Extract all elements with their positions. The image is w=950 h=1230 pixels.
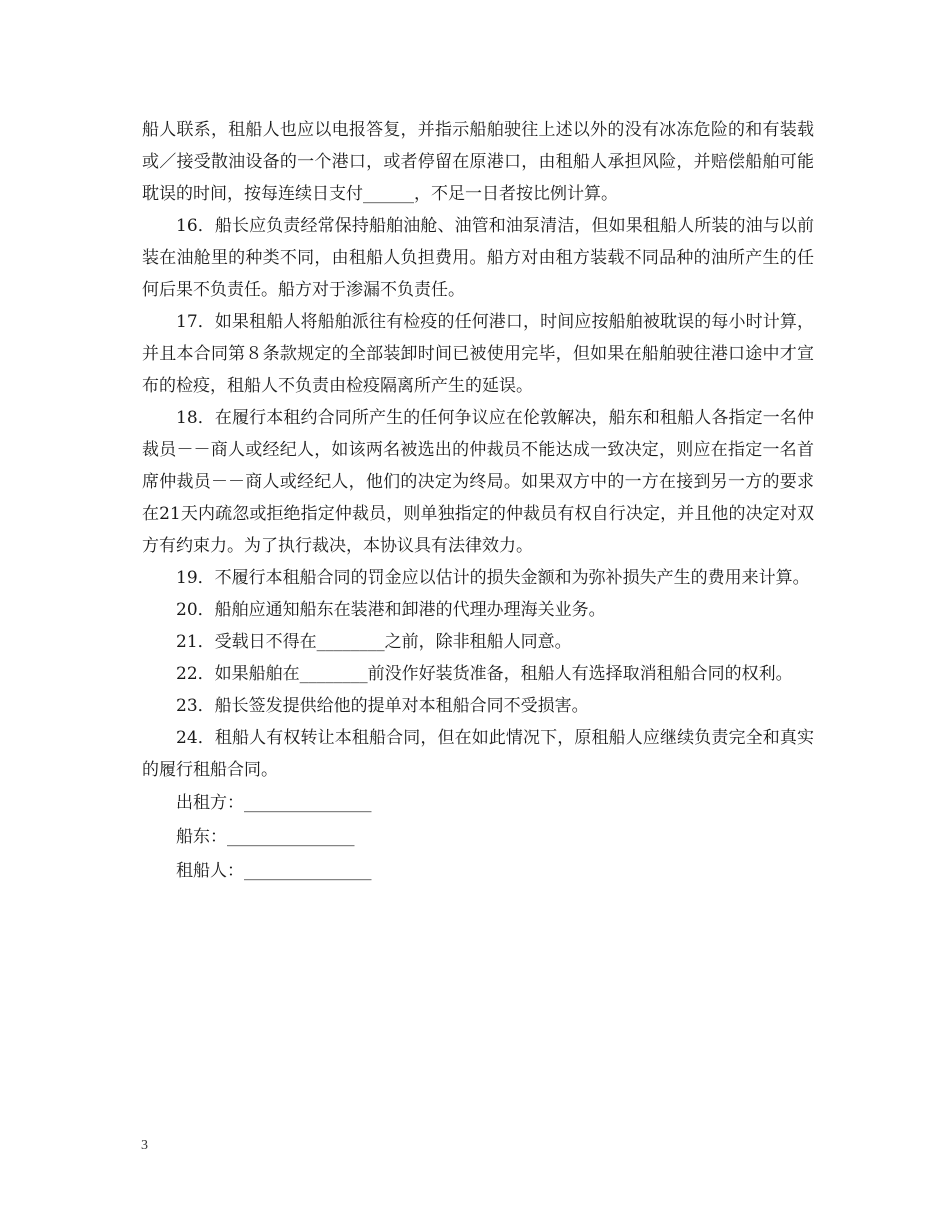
clause-18: 18．在履行本租约合同所产生的任何争议应在伦敦解决，船东和租船人各指定一名仲裁员－－商人或经纪人，如该两名被选出的仲裁员不能达成一致决定，则应在指定一名首席仲裁员－－商人或经纪人，他们的决定为终局。如果双方中的一方在接到另一方的要求在21天内疏忽或拒绝指定仲裁员，则单独指定的仲裁员有权自行决定，并且他的决定对双方有约束力。为了执行裁决，本协议具有法律效力。 [142,408,814,556]
clause-20: 20．船舶应通知船东在装港和卸港的代理办理海关业务。 [176,600,606,620]
clause-19: 19．不履行本租船合同的罚金应以估计的损失金额和为弥补损失产生的费用来计算。 [176,568,810,588]
signature-charterer: 租船人：_______________ [176,861,372,881]
clause-16: 16．船长应负责经常保持船舶油舱、油管和油泵清洁，但如果租船人所装的油与以前装在油舱里的种类不同，由租船人负担费用。船方对由租方装载不同品种的油所产生的任何后果不负责任。船方对于渗漏不负责任。 [142,216,814,300]
page-number: 3 [141,1138,148,1153]
signature-shipowner: 船东：_______________ [176,827,355,847]
document-body [142,114,814,888]
clause-15-continuation: 船人联系，租船人也应以电报答复，并指示船舶驶往上述以外的没有冰冻危险的和有装载或／接受散油设备的一个港口，或者停留在原港口，由租船人承担风险，并赔偿船舶可能耽误的时间，按每连续日支付______，不足一日者按比例计算。 [142,120,814,204]
clause-24: 24．租船人有权转让本租船合同，但在如此情况下，原租船人应继续负责完全和真实的履行租船合同。 [142,728,814,780]
clause-23: 23．船长签发提供给他的提单对本租船合同不受损害。 [176,696,589,716]
clause-17: 17．如果租船人将船舶派往有检疫的任何港口，时间应按船舶被耽误的每小时计算，并且本合同第８条款规定的全部装卸时间已被使用完毕，但如果在船舶驶往港口途中才宣布的检疫，租船人不负责由检疫隔离所产生的延误。 [142,312,814,396]
clause-21: 21．受载日不得在________之前，除非租船人同意。 [176,632,572,652]
clause-22: 22．如果船舶在________前没作好装货准备，租船人有选择取消租船合同的权利。 [176,664,793,684]
signature-lessor: 出租方：_______________ [176,793,372,813]
